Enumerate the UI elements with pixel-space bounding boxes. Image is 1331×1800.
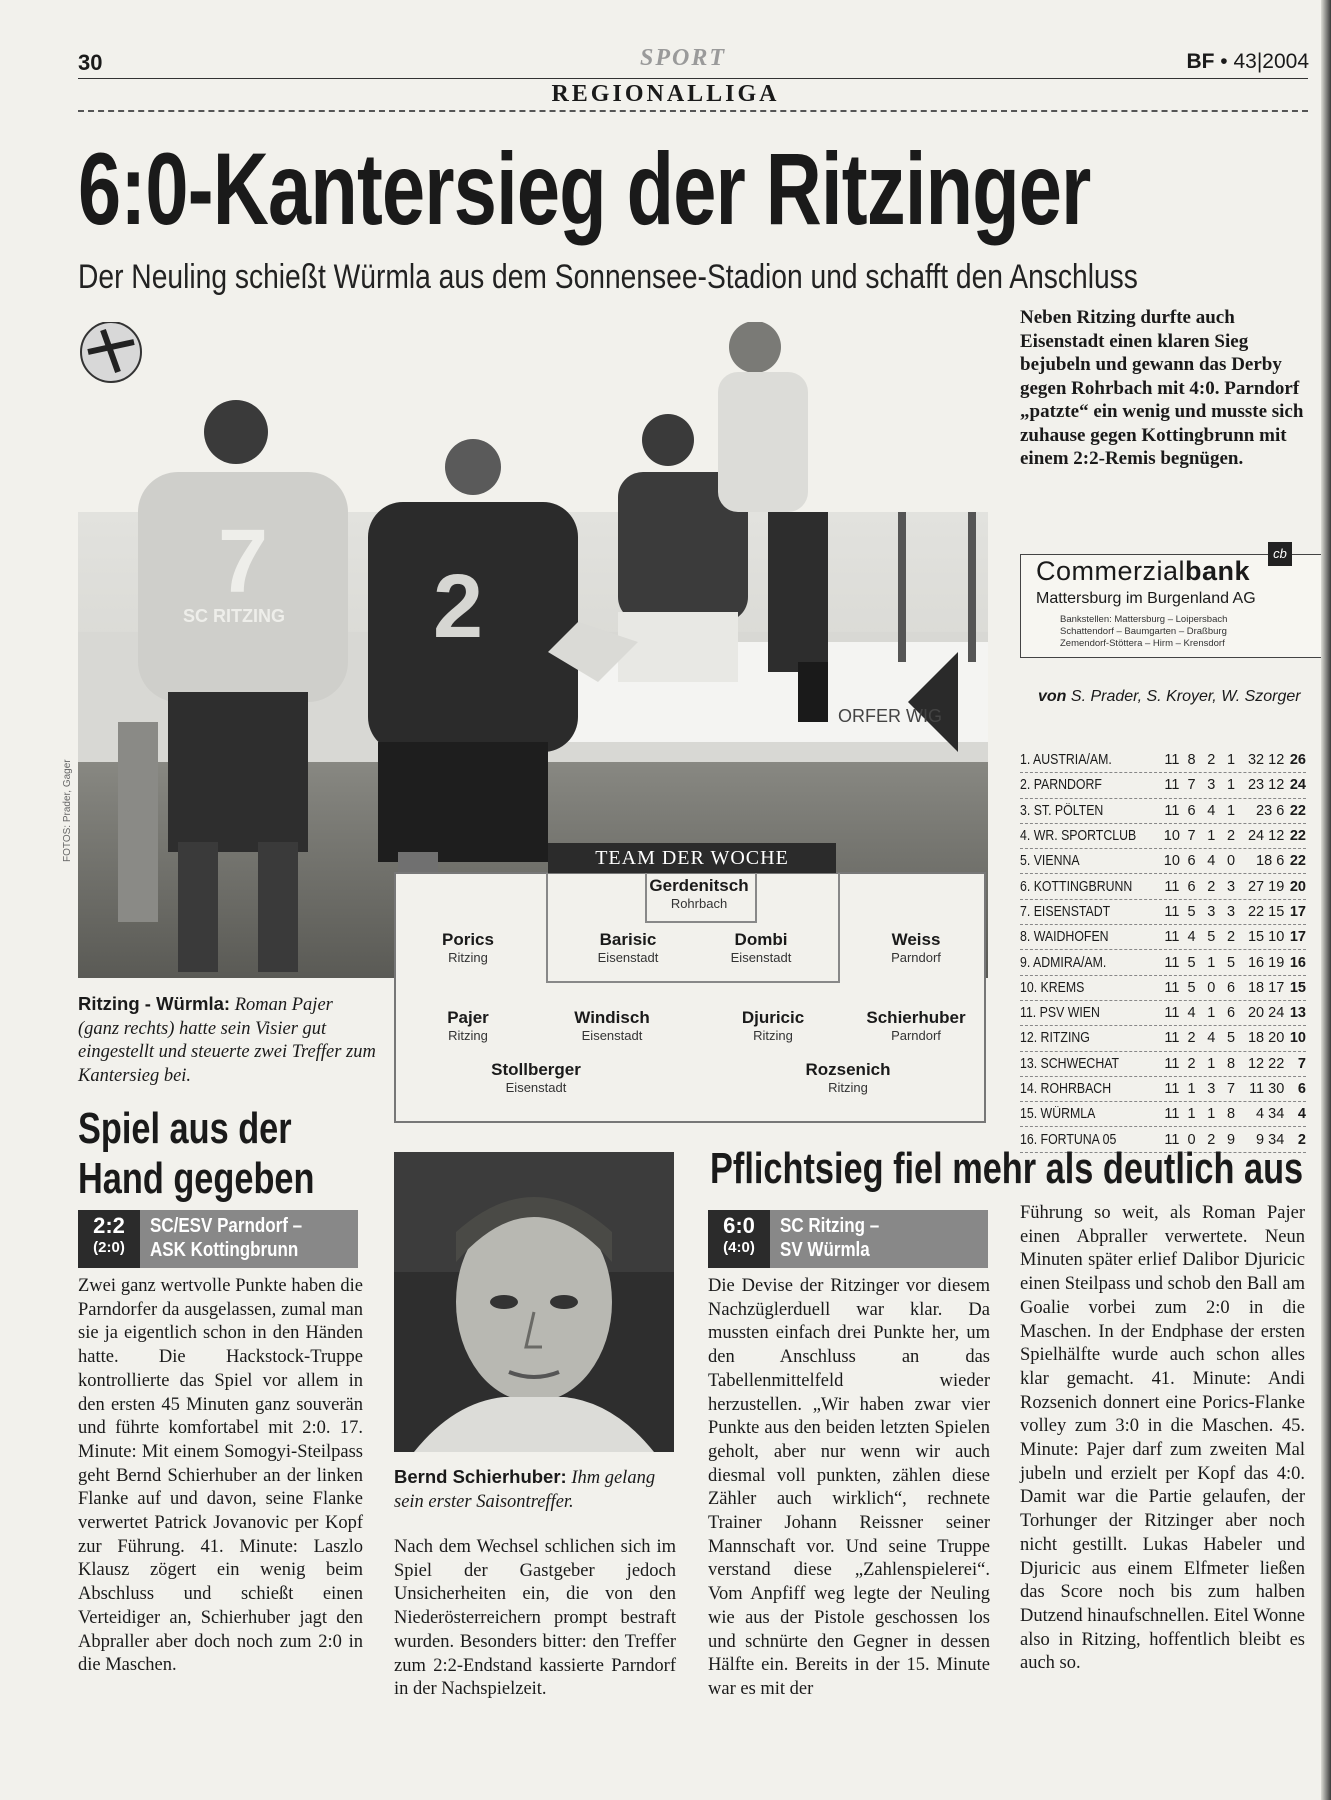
standings-cell-sp: 11 (1164, 752, 1180, 769)
player-midfield-4: Schierhuber Parndorf (866, 1008, 966, 1043)
result-banner-right (708, 1210, 988, 1268)
standings-cell-pts: 2 (1297, 1131, 1306, 1148)
standings-cell-u: 4 (1207, 802, 1216, 819)
standings-cell-sp: 11 (1164, 954, 1180, 971)
standings-cell-s: 5 (1187, 903, 1196, 920)
score-box: 6:0 (4:0) (708, 1210, 770, 1268)
player-midfield-3: Djuricic Ritzing (741, 1008, 805, 1043)
player-defense-4: Weiss Parndorf (891, 930, 941, 965)
photo-credit: FOTOS: Prader, Gager (62, 759, 73, 862)
standings-cell-u: 3 (1207, 1081, 1216, 1097)
standings-cell-sp: 11 (1164, 1106, 1180, 1123)
page-edge-shadow (1321, 0, 1331, 1800)
article-right-body-2: Führung so weit, als Roman Pajer einen Abpraller verwertete. Neun Minuten später erlief Dalibor Djuricic einen Steilpass und schob den Ball am Goalie vorbei zum 2:0 in die Maschen. In der Endphase der ersten Spielhälfte wurde auch schon alles klar gemacht. 41. Minute: Andi Rozsenich donnert eine Porics-Flanke volley zum 3:0 in die Maschen. 45. Minute: Pajer darf zum zweiten Mal jubeln und erzielt per Kopf das 4:0. Damit war die Partie gelaufen, der Torhunger der Ritzinger aber noch nicht gestillt. Lukas Habeler und Djuricic aus einem Elfmeter ließen das Score noch bis zum halben Dutzend hinaufschnellen. Eitel Wonne also in Ritzing, hoffentlich bleibt es auch so. (1020, 1203, 1305, 1674)
shirt-number-2: 2 (433, 557, 484, 657)
standings-cell-pts: 6 (1297, 1081, 1306, 1097)
standings-cell-pts: 16 (1289, 954, 1306, 971)
standings-cell-goals: 32 12 (1247, 752, 1285, 769)
shirt-number-7: 7 (218, 512, 269, 612)
match-teams: SC Ritzing – SV Würmla (780, 1215, 880, 1261)
standings-row (1020, 1077, 1306, 1102)
result-banner-left (78, 1210, 358, 1268)
dashed-divider (78, 110, 1308, 112)
section-title: SPORT (640, 45, 727, 71)
standings-cell-pts: 22 (1289, 853, 1306, 870)
standings-row (1020, 925, 1306, 950)
standings-cell-sp: 10 (1163, 853, 1180, 870)
standings-cell-s: 5 (1187, 954, 1196, 971)
page-number: 30 (78, 50, 103, 75)
standings-cell-sp: 11 (1164, 1030, 1180, 1047)
standings-cell-team: 7. EISENSTADT (1020, 903, 1111, 920)
standings-cell-sp: 11 (1164, 1005, 1180, 1022)
standings-cell-sp: 11 (1164, 802, 1180, 819)
standings-cell-sp: 11 (1164, 1131, 1180, 1148)
standings-cell-n: 7 (1226, 1081, 1236, 1097)
ad-board-text: ORFER WIG (838, 706, 942, 726)
article-right-headline: Pflichtsieg fiel mehr als deutlich aus (710, 1144, 1304, 1193)
standings-cell-n: 2 (1226, 929, 1236, 946)
standings-cell-n: 6 (1226, 1005, 1236, 1022)
sponsor-subtitle: Mattersburg im Burgenland AG (1036, 590, 1256, 607)
player-attack-2: Rozsenich Ritzing (805, 1060, 891, 1095)
standings-cell-pts: 13 (1289, 1005, 1306, 1022)
player-midfield-1: Pajer Ritzing (447, 1008, 489, 1043)
match-teams: SC/ESV Parndorf – ASK Kottingbrunn (150, 1215, 303, 1261)
player-defense-2: Barisic Eisenstadt (597, 930, 659, 965)
standings-cell-u: 1 (1207, 1055, 1216, 1072)
standings-cell-team: 13. SCHWECHAT (1020, 1055, 1120, 1072)
standings-row (1020, 799, 1306, 824)
team-of-week-title: TEAM DER WOCHE (548, 843, 836, 873)
standings-cell-s: 5 (1187, 979, 1196, 996)
standings-cell-n: 1 (1226, 777, 1236, 794)
issue-number: 43|2004 (1233, 50, 1309, 73)
standings-row (1020, 900, 1306, 925)
rubric: REGIONALLIGA (551, 81, 780, 107)
standings-cell-goals: 9 34 (1256, 1131, 1285, 1148)
standings-cell-team: 14. ROHRBACH (1020, 1081, 1112, 1097)
standings-cell-n: 1 (1226, 752, 1236, 769)
player-defense-3: Dombi Eisenstadt (730, 930, 792, 965)
standings-cell-pts: 22 (1289, 802, 1306, 819)
standings-cell-pts: 26 (1289, 752, 1306, 769)
standings-cell-s: 2 (1187, 1030, 1196, 1047)
sponsor-name: Commerzialbank (1036, 556, 1251, 586)
subheadline: Der Neuling schießt Würmla aus dem Sonnensee-Stadion und schafft den Anschluss (78, 258, 1138, 296)
sponsor-logo-icon: cb (1268, 542, 1292, 566)
standings-cell-s: 6 (1187, 853, 1196, 870)
authors: von S. Prader, S. Kroyer, W. Szorger (1038, 688, 1301, 705)
standings-cell-u: 3 (1207, 903, 1216, 920)
standings-cell-sp: 11 (1164, 1055, 1180, 1072)
standings-cell-n: 1 (1226, 802, 1236, 819)
standings-cell-pts: 7 (1297, 1055, 1306, 1072)
teaser-text: Neben Ritzing durfte auch Eisenstadt einen klaren Sieg bejubeln und gewann das Derby gegen Rohrbach mit 4:0. Parndorf „patzte“ ein wenig und musste sich zuhause gegen Kottingbrunn mit einem 2:2-Remis begnügen. (1020, 307, 1304, 469)
shirt-text: SC RITZING (183, 606, 285, 626)
standings-cell-pts: 10 (1289, 1030, 1306, 1047)
standings-cell-n: 0 (1226, 853, 1236, 870)
standings-cell-sp: 11 (1164, 929, 1180, 946)
standings-cell-team: 8. WAIDHOFEN (1020, 929, 1109, 946)
article-right-body-1: Die Devise der Ritzinger vor diesem Nachzüglerduell war klar. Da mussten einfach drei Punkte her, um den Anschluss an das Tabellenmittelfeld wieder herzustellen. „Wir haben zwar vier Punkte aus den beiden letzten Spielen geholt, aber nur wenn wir auch diesmal voll punkten, zählen diese Zähler auch wirklich“, rechnete Trainer Johann Reissner seiner Mannschaft vor. Und seine Truppe verstand diese „Zahlenspielerei“. Vom Anpfiff weg legte der Neuling wie aus der Pistole geschossen los und schnürte den Gegner in dessen Hälfte ein. Bereits in der 15. Minute war es mit der (708, 1276, 990, 1699)
standings-cell-team: 16. FORTUNA 05 (1020, 1131, 1117, 1148)
standings-cell-s: 4 (1187, 1005, 1196, 1022)
standings-cell-goals: 27 19 (1247, 878, 1285, 895)
standings-cell-team: 3. ST. PÖLTEN (1020, 802, 1104, 819)
standings-row (1020, 773, 1306, 798)
standings-cell-n: 9 (1226, 1131, 1236, 1148)
standings-cell-pts: 24 (1289, 777, 1306, 794)
standings-cell-n: 5 (1226, 954, 1236, 971)
standings-cell-u: 4 (1207, 1030, 1216, 1047)
photo-caption: Ritzing - Würmla: Roman Pajer (ganz rechts) hatte sein Visier gut eingestellt und steuerte zwei Treffer zum Kantersieg bei. (78, 993, 376, 1086)
standings-cell-s: 8 (1187, 752, 1196, 769)
standings-cell-team: 15. WÜRMLA (1020, 1106, 1096, 1123)
standings-cell-team: 11. PSV WIEN (1020, 1005, 1100, 1022)
standings-row (1020, 950, 1306, 975)
standings-cell-s: 0 (1187, 1131, 1196, 1148)
player-midfield-2: Windisch Eisenstadt (574, 1008, 650, 1043)
standings-cell-goals: 11 30 (1249, 1081, 1285, 1097)
standings-cell-u: 1 (1207, 954, 1216, 971)
standings-cell-n: 8 (1226, 1106, 1236, 1123)
standings-row (1020, 1102, 1306, 1127)
standings-cell-team: 2. PARNDORF (1020, 777, 1102, 794)
standings-cell-s: 6 (1187, 802, 1196, 819)
standings-cell-sp: 11 (1164, 777, 1180, 794)
standings-cell-team: 9. ADMIRA/AM. (1020, 954, 1107, 971)
standings-cell-goals: 24 12 (1247, 828, 1285, 845)
standings-cell-team: 1. AUSTRIA/AM. (1020, 752, 1112, 769)
article-left-body: Zwei ganz wertvolle Punkte haben die Parndorfer da ausgelassen, zumal man sie ja eigentlich schon in den Händen hatte. Die Hackstock-Truppe kontrollierte das Spiel vor allem in den ersten 45 Minuten ganz souverän und führte komfortabel mit 2:0. 17. Minute: Mit einem Somogyi-Steilpass geht Bernd Schierhuber an der linken Flanke auf und davon, seine Flanke verwertet Patrick Jovanovic per Kopf zur Führung. 41. Minute: Laszlo Klausz zögert ein wenig beim Abschluss und schießt einen Verteidiger an, Schierhuber jagt den Abpraller aber doch noch zum 2:0 in die Maschen. (78, 1276, 363, 1676)
standings-cell-goals: 18 20 (1247, 1030, 1285, 1047)
standings-cell-n: 6 (1226, 979, 1236, 996)
headline: 6:0-Kantersieg der Ritzinger (78, 132, 1091, 246)
standings-cell-u: 1 (1207, 1005, 1216, 1022)
standings-cell-pts: 4 (1297, 1106, 1306, 1123)
standings-cell-goals: 23 6 (1256, 802, 1285, 819)
standings-cell-pts: 17 (1289, 929, 1306, 946)
standings-cell-s: 7 (1187, 777, 1196, 794)
portrait-photo (394, 1152, 674, 1452)
standings-row (1020, 849, 1306, 874)
standings-cell-s: 1 (1187, 1081, 1196, 1097)
standings-cell-u: 1 (1207, 1106, 1216, 1123)
standings-table (1020, 748, 1306, 1153)
standings-row (1020, 976, 1306, 1001)
standings-cell-sp: 11 (1164, 878, 1180, 895)
standings-cell-u: 1 (1207, 828, 1216, 845)
standings-row (1020, 1052, 1306, 1077)
standings-row (1020, 824, 1306, 849)
standings-cell-s: 1 (1187, 1106, 1196, 1123)
standings-cell-sp: 10 (1163, 828, 1180, 845)
standings-cell-n: 3 (1226, 878, 1236, 895)
standings-cell-u: 2 (1207, 1131, 1216, 1148)
standings-cell-sp: 11 (1164, 1081, 1180, 1097)
standings-row (1020, 1026, 1306, 1051)
standings-cell-team: 6. KOTTINGBRUNN (1020, 878, 1133, 895)
standings-cell-s: 4 (1187, 929, 1196, 946)
score-box: 2:2 (2:0) (78, 1210, 140, 1268)
standings-cell-u: 3 (1207, 777, 1216, 794)
player-defense-1: Porics Ritzing (442, 930, 494, 965)
article-left-body-continued: Nach dem Wechsel schlichen sich im Spiel der Gastgeber jedoch Unsicherheiten ein, die von den Niederösterreichern prompt bestraft wurden. Besonders bitter: den Treffer zum 2:2-Endstand kassierte Parndorf in der Nachspielzeit. (394, 1537, 676, 1700)
standings-row (1020, 874, 1306, 899)
standings-cell-n: 5 (1226, 1030, 1236, 1047)
standings-cell-goals: 20 24 (1247, 1005, 1285, 1022)
standings-cell-u: 4 (1207, 853, 1216, 870)
standings-cell-u: 0 (1207, 979, 1216, 996)
standings-cell-pts: 20 (1289, 878, 1306, 895)
standings-cell-team: 5. VIENNA (1020, 853, 1080, 870)
standings-cell-pts: 15 (1289, 979, 1306, 996)
standings-cell-sp: 11 (1164, 979, 1180, 996)
portrait-caption: Bernd Schierhuber: Ihm gelang sein erster Saisontreffer. (394, 1466, 656, 1512)
standings-cell-goals: 18 6 (1256, 853, 1285, 870)
standings-cell-goals: 12 22 (1247, 1055, 1285, 1072)
standings-cell-goals: 16 19 (1247, 954, 1285, 971)
standings-cell-n: 2 (1226, 828, 1236, 845)
standings-row (1020, 748, 1306, 773)
player-goalkeeper: Gerdenitsch Rohrbach (649, 876, 749, 911)
standings-cell-u: 2 (1207, 752, 1216, 769)
standings-cell-s: 6 (1187, 878, 1196, 895)
standings-cell-pts: 17 (1289, 903, 1306, 920)
standings-cell-n: 8 (1226, 1055, 1236, 1072)
standings-cell-goals: 15 10 (1247, 929, 1285, 946)
standings-cell-s: 2 (1187, 1055, 1196, 1072)
publication-name: BF (1186, 50, 1215, 73)
standings-cell-team: 4. WR. SPORTCLUB (1020, 828, 1137, 845)
issue-info: BF • 43|2004 (1186, 50, 1309, 73)
standings-cell-goals: 18 17 (1247, 979, 1285, 996)
standings-cell-team: 10. KREMS (1020, 979, 1085, 996)
standings-cell-goals: 4 34 (1256, 1106, 1285, 1123)
sponsor-branches: Bankstellen: Mattersburg – Loipersbach Schattendorf – Baumgarten – Draßburg Zemendorf-Stöttera – Hirm – Krensdorf (1060, 614, 1228, 649)
standings-cell-sp: 11 (1164, 903, 1180, 920)
standings-cell-pts: 22 (1289, 828, 1306, 845)
standings-cell-s: 7 (1187, 828, 1196, 845)
standings-row (1020, 1001, 1306, 1026)
standings-cell-team: 12. RITZING (1020, 1030, 1090, 1047)
standings-cell-u: 5 (1207, 929, 1216, 946)
standings-cell-u: 2 (1207, 878, 1216, 895)
header-rule (78, 78, 1308, 79)
standings-cell-goals: 22 15 (1247, 903, 1285, 920)
article-left-headline: Spiel aus der Hand gegeben (78, 1104, 315, 1203)
standings-cell-goals: 23 12 (1247, 777, 1285, 794)
player-attack-1: Stollberger Eisenstadt (491, 1060, 581, 1095)
standings-cell-n: 3 (1226, 903, 1236, 920)
